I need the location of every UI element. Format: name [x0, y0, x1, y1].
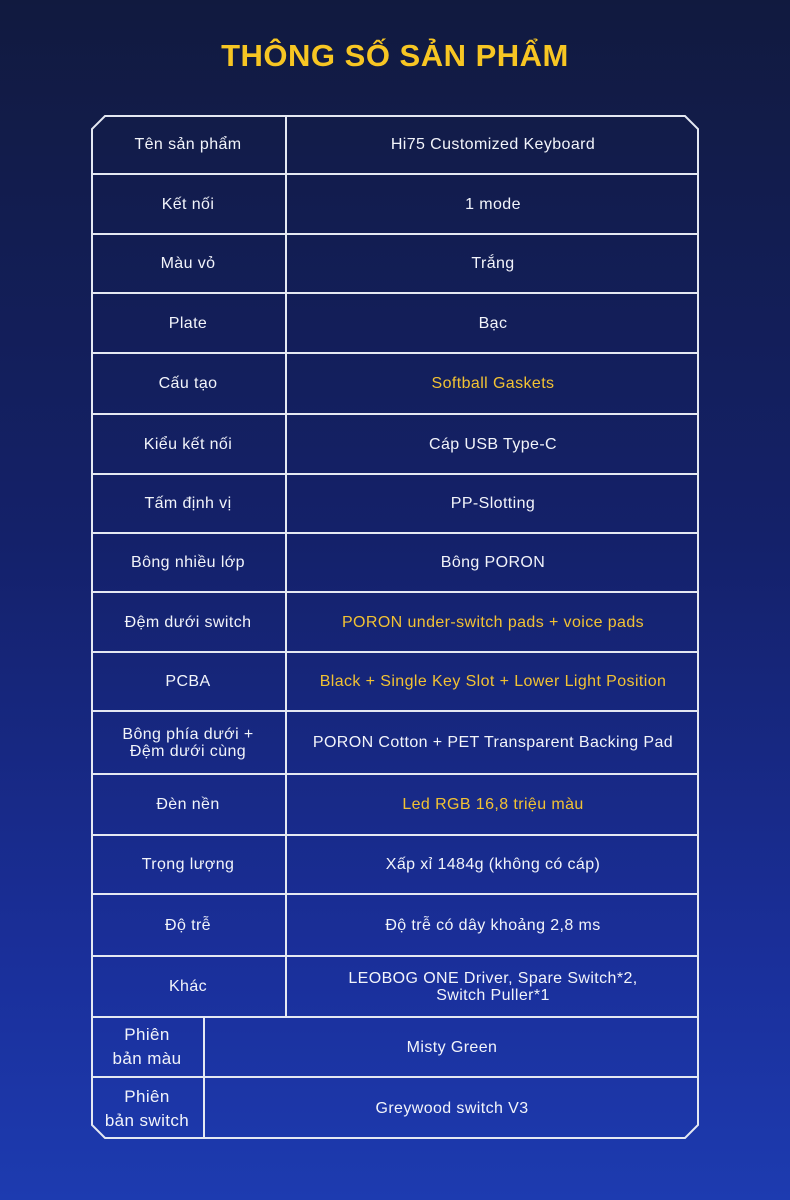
spec-row-positioning-plate: [91, 475, 699, 534]
spec-value: Misty Green: [406, 1038, 498, 1056]
spec-value: [287, 957, 699, 1016]
spec-row-weight: [91, 836, 699, 895]
spec-label: PCBA: [91, 653, 287, 710]
spec-row-multilayer-foam: [91, 534, 699, 593]
spec-row-plate: [91, 294, 699, 354]
spec-row-color-version: [91, 1018, 699, 1078]
spec-label: [91, 712, 287, 773]
spec-table: [91, 115, 699, 1139]
spec-value: Hi75 Customized Keyboard: [390, 135, 596, 153]
spec-row-switch-version: [91, 1078, 699, 1139]
spec-label: Bông nhiều lớp: [91, 534, 287, 591]
spec-label: Trọng lượng: [91, 836, 287, 893]
spec-label: Plate: [91, 294, 287, 352]
spec-value-line: LEOBOG ONE Driver, Spare Switch*2,: [348, 969, 638, 987]
spec-label-line: Bông phía dưới +: [122, 725, 254, 743]
spec-label-line: Phiên: [124, 1025, 170, 1044]
spec-label: Đèn nền: [91, 775, 287, 834]
spec-row-backlight: [91, 775, 699, 836]
spec-label: Kiểu kết nối: [91, 415, 287, 473]
spec-label: [91, 1018, 205, 1076]
spec-label-line: bản switch: [104, 1110, 190, 1130]
spec-row-product-name: [91, 115, 699, 175]
spec-value: Black + Single Key Slot + Lower Light Position: [319, 673, 667, 690]
spec-value: PORON Cotton + PET Transparent Backing Pad: [312, 734, 674, 751]
spec-value: PORON under-switch pads + voice pads: [341, 613, 645, 631]
spec-row-switch-pad: [91, 593, 699, 653]
spec-row-pcba: [91, 653, 699, 712]
spec-label: Độ trễ: [91, 895, 287, 955]
spec-label: Màu vỏ: [91, 235, 287, 292]
spec-label: Kết nối: [91, 175, 287, 233]
spec-value-line: Switch Puller*1: [436, 986, 550, 1004]
spec-value: Bông PORON: [440, 554, 546, 571]
spec-row-structure: [91, 354, 699, 415]
spec-row-connection: [91, 175, 699, 235]
page-title: THÔNG SỐ SẢN PHẨM: [221, 38, 569, 73]
spec-value: Bạc: [478, 314, 508, 332]
spec-label: Tên sản phẩm: [91, 115, 287, 173]
spec-value: Cáp USB Type-C: [428, 435, 558, 453]
spec-value: Xấp xỉ 1484g (không có cáp): [385, 856, 601, 873]
spec-label: Cấu tạo: [91, 354, 287, 413]
spec-label-line: Phiên: [124, 1086, 170, 1106]
spec-row-case-color: [91, 235, 699, 294]
spec-label: Khác: [91, 957, 287, 1016]
spec-label-line: Đệm dưới cùng: [129, 742, 247, 760]
spec-row-latency: [91, 895, 699, 957]
spec-value: Led RGB 16,8 triệu màu: [402, 796, 584, 813]
spec-label-line: bản màu: [112, 1049, 182, 1068]
spec-row-bottom-foam: [91, 712, 699, 775]
spec-row-connection-type: [91, 415, 699, 475]
spec-value: 1 mode: [465, 195, 521, 213]
spec-value: Độ trễ có dây khoảng 2,8 ms: [385, 916, 601, 934]
spec-value: Softball Gaskets: [431, 375, 555, 392]
spec-value: Greywood switch V3: [375, 1100, 529, 1117]
spec-label: Đệm dưới switch: [91, 593, 287, 651]
spec-row-other: [91, 957, 699, 1018]
spec-label: Tấm định vị: [91, 475, 287, 532]
spec-value: Trắng: [471, 255, 515, 272]
spec-label: [91, 1078, 205, 1139]
spec-value: PP-Slotting: [450, 495, 536, 512]
